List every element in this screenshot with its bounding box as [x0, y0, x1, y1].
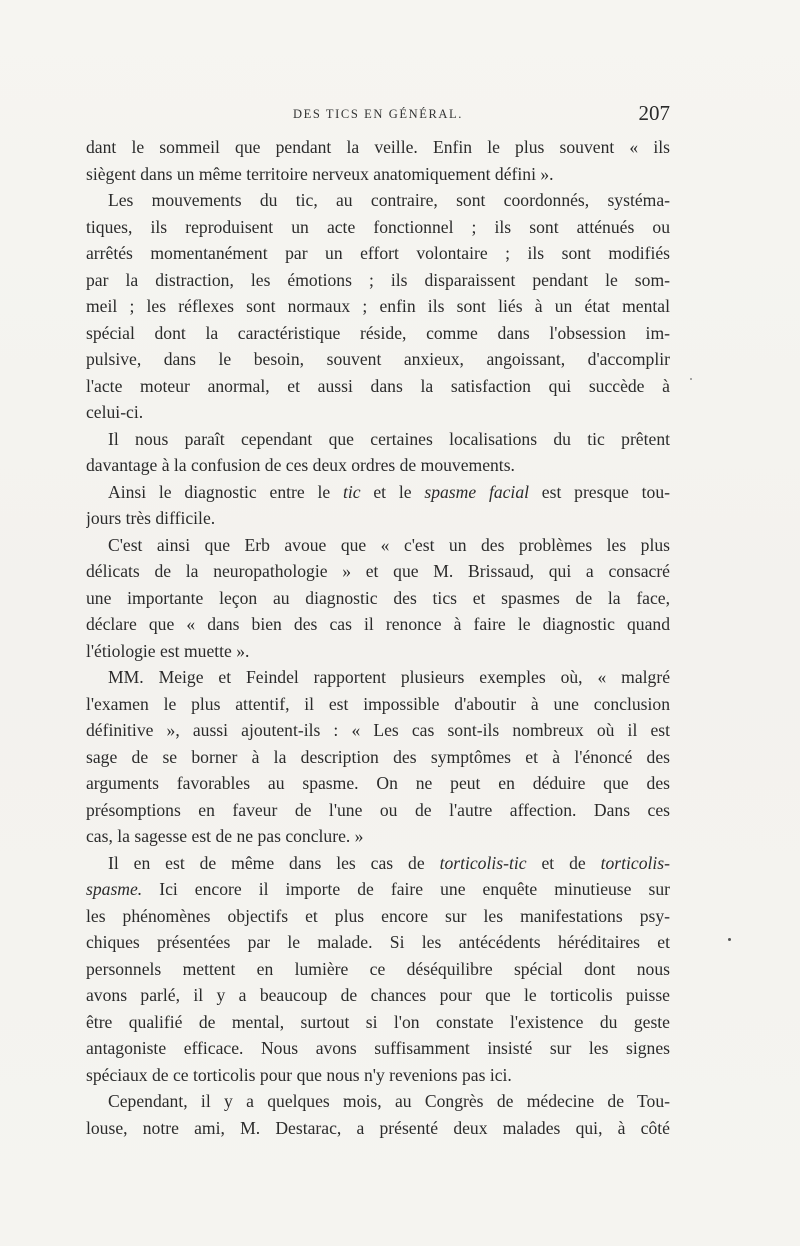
text-run: l'étiologie est muette ».: [86, 640, 250, 661]
text-line: [86, 903, 670, 930]
text-line: [86, 320, 670, 347]
page-number: 207: [638, 101, 670, 125]
text-run: MM. Meige et Feindel rapportent plusieurs exemples où, « malgré: [108, 667, 670, 687]
italic-term: spasme.: [86, 879, 143, 899]
text-run: définitive », aussi ajoutent-ils : « Les cas sont-ils nombreux où il est: [86, 720, 670, 740]
text-line: [86, 929, 670, 956]
text-run: dant le sommeil que pendant la veille. Enfin le plus souvent « ils: [86, 137, 670, 157]
text-line: [86, 240, 670, 267]
text-run: arrêtés momentanément par un effort volontaire ; ils sont modifiés: [86, 243, 670, 263]
text-run: délicats de la neuropathologie » et que M. Brissaud, qui a consacré: [86, 561, 670, 581]
text-line: [86, 187, 670, 214]
text-line: [86, 452, 670, 479]
text-line: [86, 797, 670, 824]
text-run: siègent dans un même territoire nerveux anatomiquement défini ».: [86, 163, 554, 184]
italic-term: torticolis-tic: [439, 852, 527, 873]
text-line: [86, 426, 670, 453]
text-run: chiques présentées par le malade. Si les antécédents héréditaires et: [86, 932, 670, 952]
paper-speck: [690, 378, 692, 380]
text-line: [86, 134, 670, 161]
italic-term: tic: [342, 481, 361, 502]
text-run: Les mouvements du tic, au contraire, sont coordonnés, systéma-: [108, 190, 670, 210]
text-run: jours très difficile.: [86, 508, 216, 528]
paper-speck: [728, 938, 731, 941]
italic-term: torticolis-: [600, 852, 670, 873]
text-run: cas, la sagesse est de ne pas conclure. »: [86, 826, 364, 846]
text-run: et le: [360, 481, 425, 502]
text-line: [86, 850, 670, 877]
text-line: [86, 267, 670, 294]
text-run: est presque tou-: [529, 481, 670, 502]
text-line: [86, 1062, 670, 1089]
text-line: [86, 876, 670, 903]
text-line: [86, 161, 670, 188]
italic-term: spasme facial: [424, 481, 530, 502]
text-line: [86, 744, 670, 771]
text-run: par la distraction, les émotions ; ils disparaissent pendant le som-: [86, 269, 670, 290]
text-line: [86, 691, 670, 718]
text-line: [86, 558, 670, 585]
text-run: être qualifié de mental, surtout si l'on constate l'existence du geste: [86, 1011, 670, 1032]
text-line: [86, 214, 670, 241]
text-run: Il nous paraît cependant que certaines localisations du tic prêtent: [108, 428, 670, 449]
text-run: louse, notre ami, M. Destarac, a présenté deux malades qui, à côté: [86, 1117, 670, 1138]
text-run: déclare que « dans bien des cas il renonce à faire le diagnostic quand: [86, 614, 670, 634]
text-run: meil ; les réflexes sont normaux ; enfin ils sont liés à un état mental: [86, 296, 670, 316]
text-line: [86, 532, 670, 559]
text-line: [86, 664, 670, 691]
text-line: [86, 399, 670, 426]
text-line: [86, 638, 670, 665]
text-line: [86, 1088, 670, 1115]
text-run: antagoniste efficace. Nous avons suffisamment insisté sur les signes: [86, 1038, 670, 1058]
text-run: une importante leçon au diagnostic des tics et spasmes de la face,: [86, 587, 670, 608]
text-line: [86, 373, 670, 400]
body-text: [86, 134, 670, 1141]
text-run: les phénomènes objectifs et plus encore sur les manifestations psy-: [86, 905, 670, 926]
text-line: [86, 717, 670, 744]
text-run: pulsive, dans le besoin, souvent anxieux, angoissant, d'accomplir: [86, 349, 670, 369]
text-line: [86, 1115, 670, 1142]
text-run: Ici encore il importe de faire une enquête minutieuse sur: [142, 879, 670, 899]
text-run: arguments favorables au spasme. On ne peut en déduire que des: [86, 773, 670, 793]
text-run: présomptions en faveur de l'une ou de l'autre affection. Dans ces: [86, 799, 670, 820]
text-line: [86, 479, 670, 506]
text-line: [86, 1035, 670, 1062]
text-run: davantage à la confusion de ces deux ordres de mouvements.: [86, 455, 515, 475]
text-run: l'examen le plus attentif, il est impossible d'aboutir à une conclusion: [86, 693, 670, 714]
text-run: spécial dont la caractéristique réside, comme dans l'obsession im-: [86, 322, 670, 343]
text-line: [86, 956, 670, 983]
text-line: [86, 505, 670, 532]
text-run: tiques, ils reproduisent un acte fonctionnel ; ils sont atténués ou: [86, 216, 670, 237]
text-line: [86, 585, 670, 612]
text-line: [86, 1009, 670, 1036]
text-run: Ainsi le diagnostic entre le: [108, 481, 343, 502]
text-line: [86, 346, 670, 373]
text-run: spéciaux de ce torticolis pour que nous n'y revenions pas ici.: [86, 1064, 512, 1085]
text-run: l'acte moteur anormal, et aussi dans la satisfaction qui succède à: [86, 375, 670, 396]
text-run: Il en est de même dans les cas de: [108, 852, 440, 873]
text-run: sage de se borner à la description des symptômes et à l'énoncé des: [86, 746, 670, 767]
text-line: [86, 823, 670, 850]
page-header: [86, 101, 670, 127]
running-title: DES TICS EN GÉNÉRAL.: [293, 107, 463, 121]
text-run: celui-ci.: [86, 402, 144, 422]
text-run: avons parlé, il y a beaucoup de chances pour que le torticolis puisse: [86, 985, 670, 1005]
text-run: C'est ainsi que Erb avoue que « c'est un des problèmes les plus: [108, 534, 670, 555]
text-run: personnels mettent en lumière ce déséquilibre spécial dont nous: [86, 958, 670, 979]
text-line: [86, 770, 670, 797]
text-run: Cependant, il y a quelques mois, au Congrès de médecine de Tou-: [108, 1091, 670, 1111]
text-line: [86, 611, 670, 638]
text-line: [86, 982, 670, 1009]
text-line: [86, 293, 670, 320]
text-run: et de: [526, 852, 601, 873]
